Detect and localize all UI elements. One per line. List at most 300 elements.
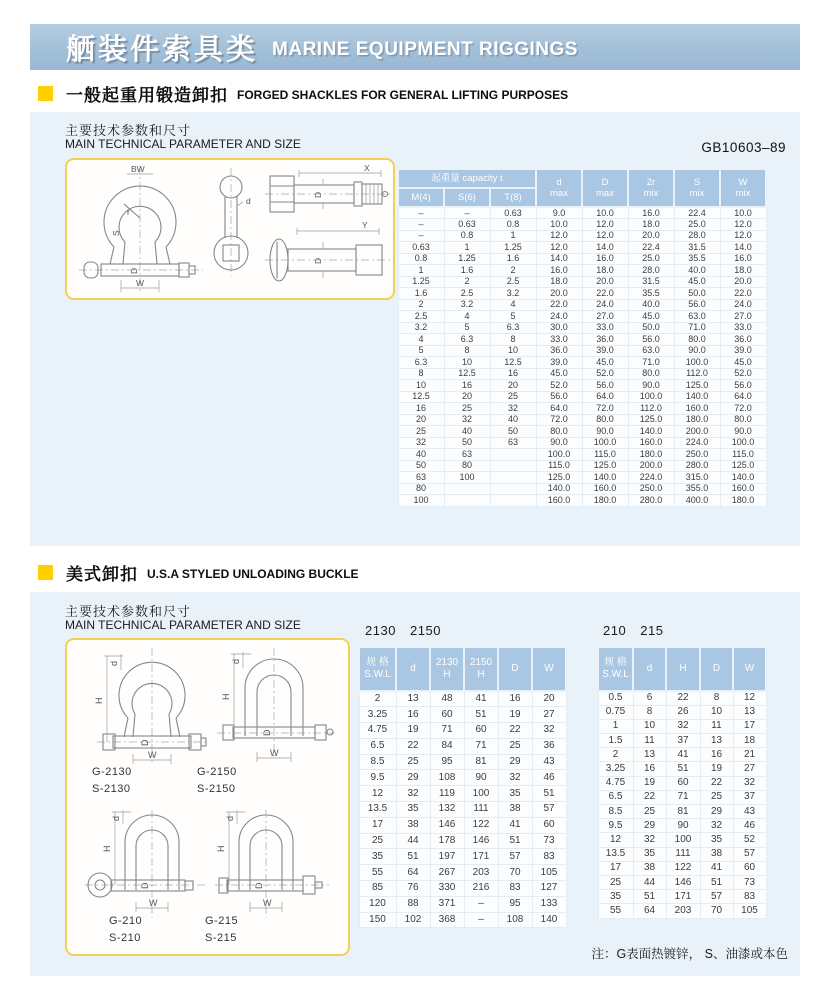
table-cell: 32 — [633, 833, 666, 847]
table-row — [398, 368, 766, 380]
table-cell: 70 — [700, 904, 733, 918]
forged-shackles-table-head — [398, 169, 766, 207]
table-cell: 120 — [359, 896, 396, 912]
table-cell: 10.0 — [536, 219, 582, 231]
table-cell: 8 — [633, 705, 666, 719]
table-cell — [490, 483, 536, 495]
table-cell: 16 — [398, 403, 444, 415]
table-cell: 140.0 — [536, 483, 582, 495]
table-cell: 10.0 — [582, 207, 628, 219]
table-cell: 146 — [464, 833, 498, 849]
table-row — [398, 230, 766, 242]
table-cell: 197 — [430, 849, 464, 865]
dim-D-c: D — [140, 882, 150, 889]
table-cell: 4 — [398, 334, 444, 346]
table-row — [398, 253, 766, 265]
table-cell: 16 — [700, 748, 733, 762]
table-cell: 20 — [398, 414, 444, 426]
table-cell: 40.0 — [628, 299, 674, 311]
table-cell: 52.0 — [536, 380, 582, 392]
table-cell: 9.0 — [536, 207, 582, 219]
table-cell: 115.0 — [582, 449, 628, 461]
table-cell: 28.0 — [628, 265, 674, 277]
dim-w-b: W — [270, 748, 279, 758]
table-cell: 39.0 — [582, 345, 628, 357]
dim-h-b: H — [221, 693, 231, 700]
table-cell: 1 — [444, 242, 490, 254]
table-cell: 51 — [498, 833, 532, 849]
table-cell: 3.2 — [444, 299, 490, 311]
table-cell: 14.0 — [720, 242, 766, 254]
table-cell — [490, 449, 536, 461]
table-cell: 100.0 — [720, 437, 766, 449]
table-cell: 111 — [666, 847, 700, 861]
table-row — [598, 719, 766, 733]
table-cell: 0.63 — [444, 219, 490, 231]
table-cell: 71 — [666, 790, 700, 804]
table-cell: 85 — [359, 881, 396, 897]
table-cell: 0.8 — [444, 230, 490, 242]
table-cell: 81 — [666, 805, 700, 819]
table-cell: 6.3 — [398, 357, 444, 369]
table-cell: 70 — [498, 865, 532, 881]
table-cell: 8.5 — [598, 805, 633, 819]
table-row — [398, 403, 766, 415]
sub-header-m4: M(4) — [398, 188, 444, 207]
table-cell: 44 — [633, 875, 666, 889]
col-header-2150h: 2150 H — [464, 647, 498, 691]
table-cell: 25 — [398, 426, 444, 438]
right-table-label: 210 215 — [603, 623, 664, 638]
table-cell: 32 — [490, 403, 536, 415]
dim-label-w: W — [136, 278, 145, 288]
table-cell: 30.0 — [536, 322, 582, 334]
table-cell: 48 — [430, 691, 464, 707]
table-row — [598, 904, 766, 918]
table-cell: 51 — [532, 786, 566, 802]
table-cell: 16 — [498, 691, 532, 707]
table-cell: 11 — [633, 734, 666, 748]
table-cell: 60 — [666, 776, 700, 790]
section2-title-zh: 美式卸扣 — [66, 564, 138, 584]
table-cell — [490, 472, 536, 484]
table-cell: 18 — [733, 734, 766, 748]
table-cell: 55 — [598, 904, 633, 918]
dim-label-y: Y — [362, 220, 368, 230]
table-row — [359, 912, 566, 928]
table-cell: 55 — [359, 865, 396, 881]
model-label-s2150: S-2150 — [197, 783, 236, 795]
table-cell: 29 — [396, 770, 430, 786]
table-cell: 80.0 — [720, 414, 766, 426]
table-cell: 3.2 — [398, 322, 444, 334]
table-cell: 12.0 — [582, 230, 628, 242]
table-row — [359, 865, 566, 881]
table-cell: 5 — [398, 345, 444, 357]
table-cell: 8 — [398, 368, 444, 380]
table-row — [398, 483, 766, 495]
table-cell: 90.0 — [628, 380, 674, 392]
table-cell: 60 — [733, 861, 766, 875]
table-cell: 24.0 — [720, 299, 766, 311]
table-cell: 16.0 — [628, 207, 674, 219]
table-cell: 203 — [666, 904, 700, 918]
table-cell: 132 — [430, 802, 464, 818]
table-cell: 12 — [359, 786, 396, 802]
model-label-s2130: S-2130 — [92, 783, 131, 795]
table-cell — [444, 495, 490, 507]
table-cell: 38 — [633, 861, 666, 875]
col-header-d: d — [396, 647, 430, 691]
table-cell: 18.0 — [536, 276, 582, 288]
table-cell: – — [398, 219, 444, 231]
table-cell: 12 — [733, 691, 766, 705]
table-row — [359, 738, 566, 754]
table-cell: 83 — [733, 890, 766, 904]
col-header-d: d — [633, 647, 666, 691]
table-cell: 14.0 — [536, 253, 582, 265]
table-cell: 171 — [464, 849, 498, 865]
table-cell: 22 — [396, 738, 430, 754]
table-cell: 267 — [430, 865, 464, 881]
table-row — [598, 790, 766, 804]
table-cell: 112.0 — [628, 403, 674, 415]
table-cell: 39.0 — [536, 357, 582, 369]
usa-shackle-table-210-215 — [597, 646, 767, 919]
table-cell: 72.0 — [536, 414, 582, 426]
table-cell: 330 — [430, 881, 464, 897]
table-cell: 57 — [498, 849, 532, 865]
table-cell: 32 — [532, 723, 566, 739]
table-cell: 1 — [490, 230, 536, 242]
table-row — [359, 770, 566, 786]
table-cell: 80.0 — [674, 334, 720, 346]
table-cell: 51 — [700, 875, 733, 889]
table-cell: 41 — [700, 861, 733, 875]
table-cell: 105 — [532, 865, 566, 881]
table-cell: 203 — [464, 865, 498, 881]
table-cell: 52.0 — [582, 368, 628, 380]
section2-title-en: U.S.A STYLED UNLOADING BUCKLE — [147, 566, 359, 581]
table-cell: 45.0 — [536, 368, 582, 380]
table-cell: 56.0 — [628, 334, 674, 346]
page-banner — [30, 24, 800, 70]
table-cell: 22.0 — [720, 288, 766, 300]
table-cell: 57 — [700, 890, 733, 904]
table-cell: 20.0 — [582, 276, 628, 288]
table-cell: – — [444, 207, 490, 219]
table-cell: 6.3 — [490, 322, 536, 334]
table-cell: 6 — [633, 691, 666, 705]
table-cell: 115.0 — [536, 460, 582, 472]
dim-h-d: H — [216, 845, 226, 852]
table-cell: 40 — [490, 414, 536, 426]
dim-D-a: D — [140, 739, 150, 746]
table-cell: 160.0 — [720, 483, 766, 495]
col-header-2130h: 2130 H — [430, 647, 464, 691]
right-table-head — [598, 647, 766, 691]
table-cell: 371 — [430, 896, 464, 912]
table-row — [398, 334, 766, 346]
table-cell: 25.0 — [674, 219, 720, 231]
model-label-s210: S-210 — [109, 932, 141, 944]
table-cell: 90 — [464, 770, 498, 786]
table-cell: 24.0 — [582, 299, 628, 311]
table-cell: 22.0 — [582, 288, 628, 300]
banner-title-zh: 舾装件索具类 — [66, 33, 259, 66]
section1-subtitle-zh: 主要技术参数和尺寸 — [65, 123, 192, 138]
col-header-d-max: d max — [536, 169, 582, 207]
table-cell: 27.0 — [720, 311, 766, 323]
table-cell: 125.0 — [674, 380, 720, 392]
left-table-label: 2130 2150 — [365, 623, 441, 638]
col-header-S-mix: S mix — [674, 169, 720, 207]
table-cell — [444, 483, 490, 495]
table-cell: 8 — [444, 345, 490, 357]
table-cell: 100.0 — [536, 449, 582, 461]
table-cell: 71 — [464, 738, 498, 754]
section1-panel — [30, 112, 800, 546]
table-cell: 6.5 — [598, 790, 633, 804]
col-header-2r-mix: 2r mix — [628, 169, 674, 207]
dim-w-a: W — [148, 750, 157, 760]
table-cell: 37 — [666, 734, 700, 748]
table-cell: 63 — [490, 437, 536, 449]
table-cell: 100.0 — [628, 391, 674, 403]
table-cell: 35.5 — [628, 288, 674, 300]
table-cell: 140.0 — [582, 472, 628, 484]
table-cell: 25 — [633, 805, 666, 819]
table-cell: 160.0 — [536, 495, 582, 507]
table-cell: 18.0 — [582, 265, 628, 277]
table-cell: 20.0 — [720, 276, 766, 288]
table-cell: 45.0 — [720, 357, 766, 369]
table-cell: 16 — [396, 707, 430, 723]
table-cell: 8 — [700, 691, 733, 705]
table-row — [398, 449, 766, 461]
table-cell: 80 — [398, 483, 444, 495]
table-cell: 41 — [666, 748, 700, 762]
table-cell: – — [464, 912, 498, 928]
table-cell: – — [398, 230, 444, 242]
table-cell: 35 — [396, 802, 430, 818]
banner-title-en: MARINE EQUIPMENT RIGGINGS — [272, 39, 578, 60]
table-row — [359, 896, 566, 912]
table-cell: 2 — [359, 691, 396, 707]
table-cell: 400.0 — [674, 495, 720, 507]
table-cell: 60 — [430, 707, 464, 723]
dim-label-r: r — [127, 207, 130, 217]
table-cell: 21 — [733, 748, 766, 762]
table-cell: 146 — [666, 875, 700, 889]
table-cell: 122 — [464, 817, 498, 833]
table-cell: 35 — [700, 833, 733, 847]
table-cell: 224.0 — [628, 472, 674, 484]
table-row — [398, 426, 766, 438]
table-cell: 160.0 — [674, 403, 720, 415]
table-cell: 46 — [733, 819, 766, 833]
table-cell: 90 — [666, 819, 700, 833]
table-cell: 52 — [733, 833, 766, 847]
table-cell: 12.5 — [398, 391, 444, 403]
table-cell: 27 — [733, 762, 766, 776]
table-cell: 12.5 — [444, 368, 490, 380]
table-cell: 25 — [444, 403, 490, 415]
table-cell: 33.0 — [582, 322, 628, 334]
table-row — [598, 734, 766, 748]
table-row — [398, 288, 766, 300]
section1-drawing-box — [65, 158, 395, 300]
table-cell: 1.6 — [398, 288, 444, 300]
col-header-D: D — [498, 647, 532, 691]
col-header-w: W — [532, 647, 566, 691]
table-cell: 180.0 — [674, 414, 720, 426]
table-cell: 25 — [700, 790, 733, 804]
table-cell: 52.0 — [720, 368, 766, 380]
table-cell: 8 — [490, 334, 536, 346]
section2-subtitle-en: MAIN TECHNICAL PARAMETER AND SIZE — [65, 618, 301, 632]
table-cell: 22 — [700, 776, 733, 790]
table-cell: 146 — [430, 817, 464, 833]
table-cell: 64 — [633, 904, 666, 918]
table-cell: 40 — [444, 426, 490, 438]
table-cell: 125.0 — [628, 414, 674, 426]
table-cell: 76 — [396, 881, 430, 897]
table-cell: 3.25 — [359, 707, 396, 723]
table-cell: 280.0 — [628, 495, 674, 507]
table-row — [359, 707, 566, 723]
table-cell: 13.5 — [359, 802, 396, 818]
dim-d-c: d — [111, 815, 121, 821]
table-cell: 13 — [396, 691, 430, 707]
table-cell: 12 — [598, 833, 633, 847]
table-row — [598, 748, 766, 762]
section1-title-en: FORGED SHACKLES FOR GENERAL LIFTING PURPOSES — [237, 87, 569, 102]
col-header-h: H — [666, 647, 700, 691]
left-table-head — [359, 647, 566, 691]
shackle-technical-drawing — [67, 160, 393, 298]
table-cell: 180.0 — [720, 495, 766, 507]
table-cell: 9.5 — [598, 819, 633, 833]
table-cell: 22 — [633, 790, 666, 804]
table-cell: 140.0 — [674, 391, 720, 403]
table-cell: 32 — [700, 819, 733, 833]
table-cell: 1.6 — [490, 253, 536, 265]
table-row — [398, 265, 766, 277]
table-cell: 32 — [733, 776, 766, 790]
table-cell: 180.0 — [582, 495, 628, 507]
table-cell: 13 — [733, 705, 766, 719]
table-cell: 40 — [398, 449, 444, 461]
table-cell: 35 — [359, 849, 396, 865]
table-row — [598, 776, 766, 790]
table-cell: 4 — [444, 311, 490, 323]
table-cell: 56.0 — [720, 380, 766, 392]
table-cell: 36.0 — [720, 334, 766, 346]
table-cell: 33.0 — [536, 334, 582, 346]
table-cell: 2.5 — [398, 311, 444, 323]
table-cell: 16.0 — [582, 253, 628, 265]
table-cell: – — [398, 207, 444, 219]
table-cell: 35 — [633, 847, 666, 861]
table-cell: 0.63 — [398, 242, 444, 254]
table-cell: 224.0 — [674, 437, 720, 449]
dim-h-c: H — [102, 845, 112, 852]
section1-subtitle-en: MAIN TECHNICAL PARAMETER AND SIZE — [65, 137, 301, 151]
table-cell: 60 — [532, 817, 566, 833]
table-cell: 0.8 — [490, 219, 536, 231]
table-cell — [490, 495, 536, 507]
table-row — [359, 802, 566, 818]
table-cell: 44 — [396, 833, 430, 849]
table-cell: 12.0 — [582, 219, 628, 231]
table-cell: 50.0 — [628, 322, 674, 334]
table-row — [398, 345, 766, 357]
col-header-swl: 规 格 S.W.L — [598, 647, 633, 691]
table-cell: 39.0 — [720, 345, 766, 357]
forged-shackles-table — [397, 168, 767, 507]
table-row — [598, 762, 766, 776]
table-cell: 112.0 — [674, 368, 720, 380]
table-cell: 20.0 — [536, 288, 582, 300]
table-cell: 3.2 — [490, 288, 536, 300]
usa-shackles-technical-drawing — [67, 640, 348, 954]
table-cell: 90.0 — [720, 426, 766, 438]
table-cell: 80.0 — [628, 368, 674, 380]
table-row — [359, 817, 566, 833]
table-cell: 11 — [700, 719, 733, 733]
table-cell: 2 — [490, 265, 536, 277]
table-cell: 0.63 — [490, 207, 536, 219]
table-cell: 80 — [444, 460, 490, 472]
table-row — [398, 207, 766, 219]
table-cell: 22.4 — [628, 242, 674, 254]
table-cell: 20 — [490, 380, 536, 392]
table-cell: 36.0 — [536, 345, 582, 357]
table-cell: 38 — [498, 802, 532, 818]
dim-d-d: d — [225, 815, 235, 821]
table-cell: 0.8 — [398, 253, 444, 265]
dim-w-c: W — [149, 898, 158, 908]
table-row — [398, 437, 766, 449]
table-row — [398, 495, 766, 507]
yellow-bullet-icon — [38, 86, 53, 101]
table-cell: 24.0 — [536, 311, 582, 323]
forged-shackles-table-body — [398, 207, 766, 506]
table-cell: 71 — [430, 723, 464, 739]
table-cell: 6.5 — [359, 738, 396, 754]
table-cell: 368 — [430, 912, 464, 928]
table-row — [398, 414, 766, 426]
table-cell: 56.0 — [582, 380, 628, 392]
table-cell: 25.0 — [628, 253, 674, 265]
table-cell: 133 — [532, 896, 566, 912]
table-cell: 72.0 — [720, 403, 766, 415]
table-cell: 13 — [700, 734, 733, 748]
table-cell: 12.0 — [720, 230, 766, 242]
table-cell: 80.0 — [536, 426, 582, 438]
table-cell: 16 — [633, 762, 666, 776]
table-cell: 43 — [532, 754, 566, 770]
table-cell: 13 — [633, 748, 666, 762]
table-cell: 16.0 — [536, 265, 582, 277]
right-table-body — [598, 691, 766, 918]
dim-label-pin-d: D — [129, 267, 139, 274]
table-row — [598, 890, 766, 904]
dim-d-b: d — [231, 658, 241, 664]
section2-heading — [38, 563, 359, 584]
table-cell: 84 — [430, 738, 464, 754]
